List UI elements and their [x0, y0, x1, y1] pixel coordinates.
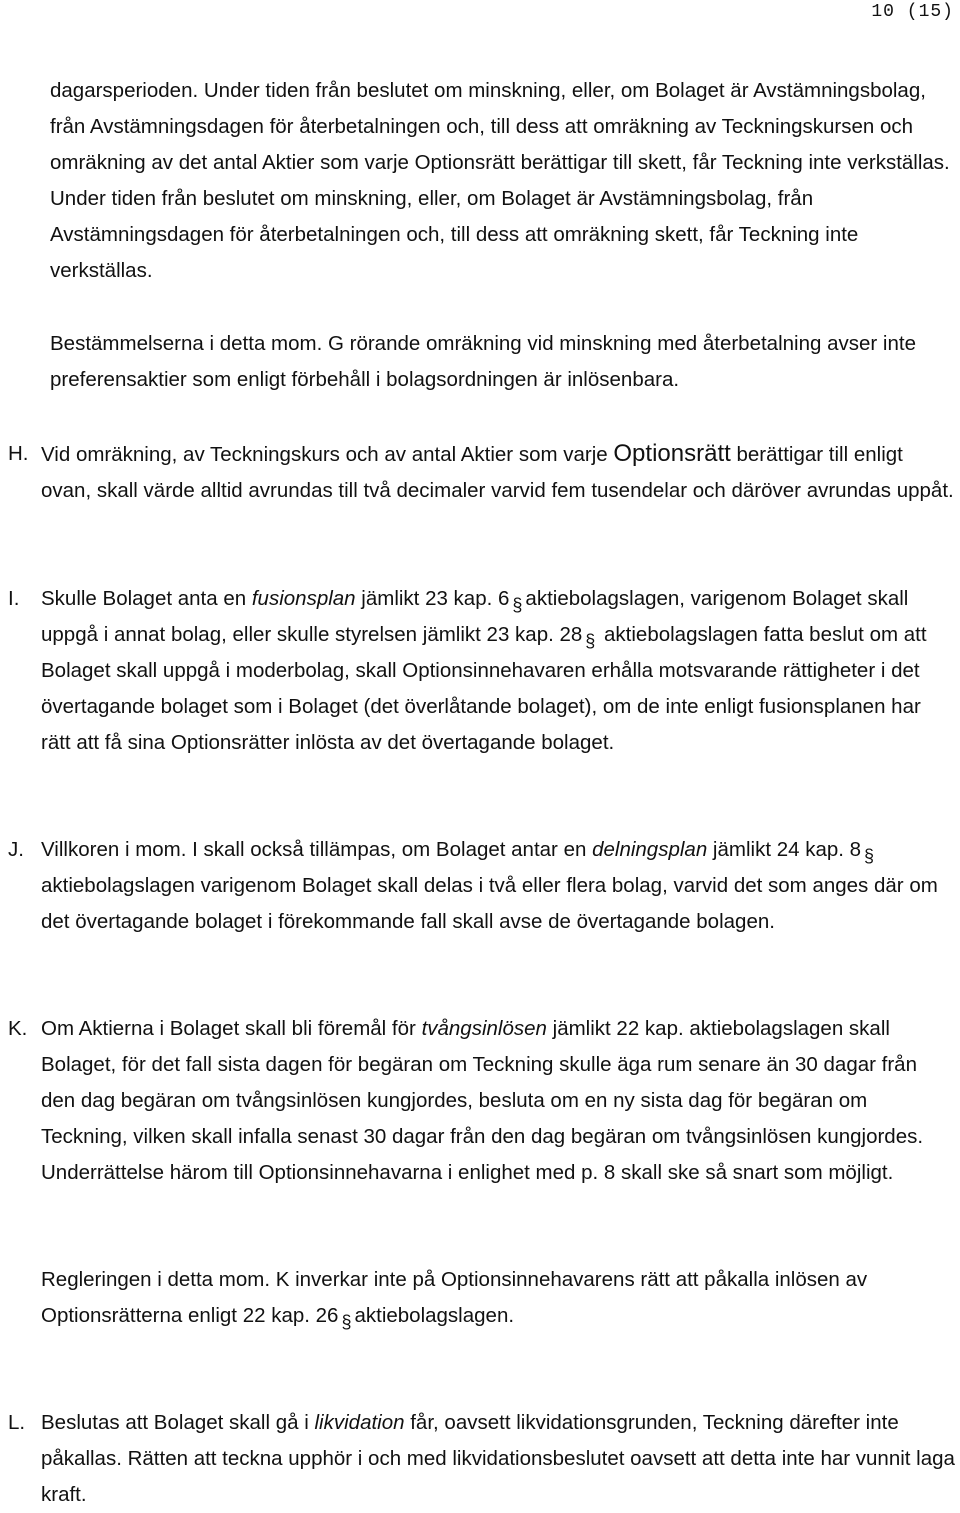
section-letter: H.: [8, 442, 29, 465]
italic-term: tvångsinlösen: [421, 1017, 547, 1040]
section-body: Om Aktierna i Bolaget skall bli föremål för tvångsinlösen jämlikt 22 kap. aktiebolagslagen skall Bolaget, för det fall sista dagen för begäran om Teckning skulle äga rum senare än 30 dagar från den dag begäran om tvångsinlösen kungjordes, besluta om en ny sista dag för begäran om Teckning, vilken skall infalla senast 30 dagar från den dag begäran om tvångsinlösen kungjordes. Underrättelse härom till Optionsinnehavarna i enlighet med p. 8 skall ske så snart som möjligt.: [41, 1017, 924, 1184]
page-number: 10 (15): [871, 2, 954, 22]
intro-paragraph: dagarsperioden. Under tiden från beslutet om minskning, eller, om Bolaget är Avstämningsbolag, från Avstämningsdagen för återbetalningen och, till dess att omräkning av Teckningskursen och omräkning av det antal Aktier som varje Optionsrätt berättigar till skett, får Teckning inte verkställas. Under tiden från beslutet om minskning, eller, om Bolaget är Avstämningsbolag, från Avstämningsdagen för återbetalningen och, till dess att omräkning skett, får Teckning inte verkställas.: [50, 79, 950, 282]
section-body: Villkoren i mom. I skall också tillämpas, om Bolaget antar en delningsplan jämlikt 24 kap. 8 §aktiebolagslagen varigenom Bolaget skall delas i två eller flera bolag, varvid det som anges där om det övertagande bolaget i förekommande fall skall avse de övertagande bolagen.: [41, 838, 938, 933]
emphasized-term: Optionsrätt: [613, 440, 731, 467]
italic-term: likvidation: [314, 1411, 405, 1434]
section-letter: L.: [8, 1411, 26, 1434]
section-letter: I.: [8, 587, 20, 610]
section-letter: K.: [8, 1017, 28, 1040]
italic-term: fusionsplan: [251, 587, 356, 610]
section-body: Vid omräkning, av Teckningskurs och av antal Aktier som varje Optionsrätt berättigar till enligt ovan, skall värde alltid avrundas till två decimaler varvid fem tusendelar och däröver avrundas uppåt.: [41, 440, 954, 502]
section-body: Regleringen i detta mom. K inverkar inte på Optionsinnehavarens rätt att påkalla inlösen av Optionsrätterna enligt 22 kap. 26 § aktiebolagslagen.: [41, 1262, 956, 1334]
section-sign: §: [341, 1312, 352, 1332]
italic-term: delningsplan: [592, 838, 708, 861]
section-body: Skulle Bolaget anta en fusionsplan jämlikt 23 kap. 6 § aktiebolagslagen, varigenom Bolaget skall uppgå i annat bolag, eller skulle styrelsen jämlikt 23 kap. 28 § aktiebolagslagen fatta beslut om att Bolaget skall uppgå i moderbolag, skall Optionsinnehavaren erhålla motsvarande rättigheter i det övertagande bolaget som i Bolaget (det överlåtande bolaget), om de inte enligt fusionsplanen har rätt att få sina Optionsrätter inlösta av det övertagande bolaget.: [41, 587, 927, 754]
intro-paragraph-2: Bestämmelserna i detta mom. G rörande omräkning vid minskning med återbetalning avser inte preferensaktier som enligt förbehåll i bolagsordningen är inlösenbara.: [50, 332, 916, 391]
section-sign: §: [585, 631, 596, 651]
section-body: Beslutas att Bolaget skall gå i likvidation får, oavsett likvidationsgrunden, Teckning därefter inte påkallas. Rätten att teckna upphör i och med likvidationsbeslutet oavsett att detta inte har vunnit laga kraft.: [41, 1411, 955, 1506]
section-letter: J.: [8, 838, 24, 861]
section-sign: §: [512, 595, 523, 615]
section-sign: §: [864, 846, 875, 866]
